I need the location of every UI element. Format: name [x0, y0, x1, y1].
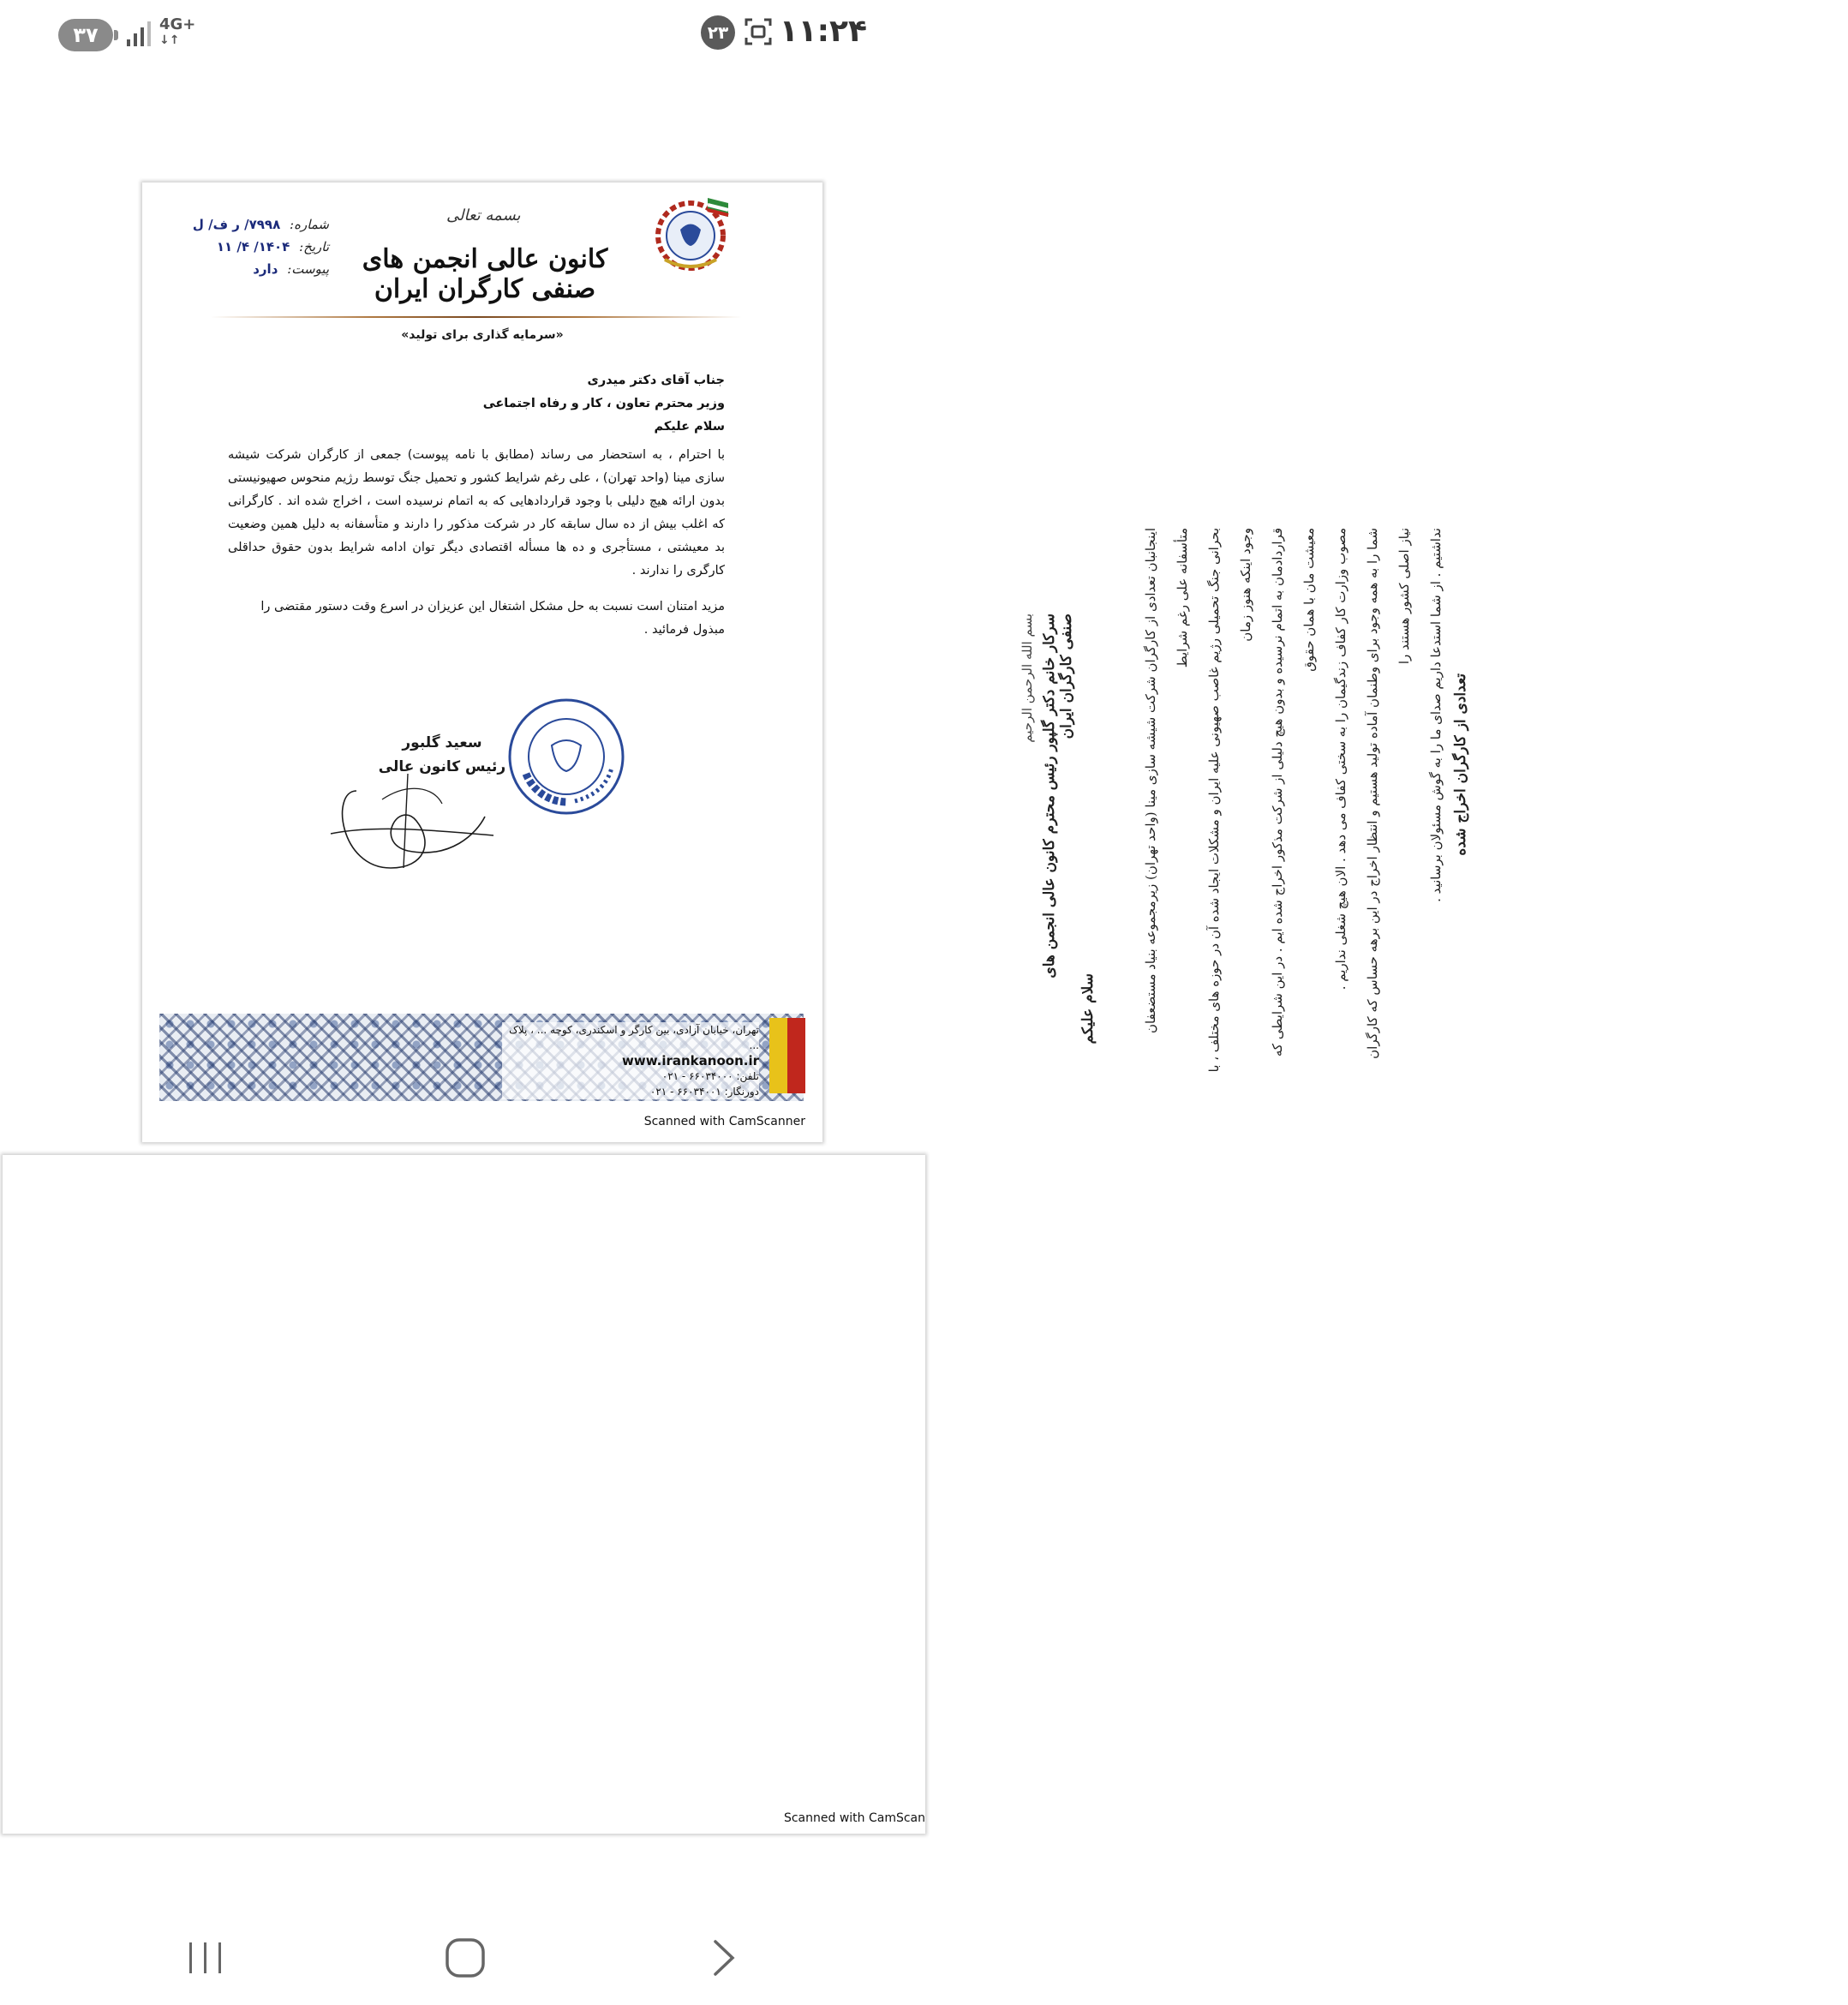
handwritten-line: بحرانی جنگ تحمیلی رژیم غاصب صهیونی علیه ایران و مشکلات ایجاد شده آن در حوزه های مختلف ، با وجود اینکه هنوز زمان — [1206, 528, 1253, 1073]
navigation-bar — [0, 1911, 925, 2005]
handwritten-body — [1135, 528, 1452, 1076]
handwritten-recipient: سرکار خانم دکتر گلپور رئیس محترم کانون عالی انجمن های صنفی کارگران ایران — [1041, 613, 1075, 979]
bismillah-heading: بسمه تعالی — [446, 206, 521, 224]
flag-yellow-stripe — [769, 1018, 787, 1093]
handwritten-bismillah: بسم الله الرحمن الرحیم — [1020, 613, 1035, 743]
letter-date-row — [158, 239, 329, 254]
footer-website: www.irankanoon.ir — [622, 1053, 759, 1068]
handwritten-line: مصوب وزارت کار کفاف زندگیمان را به سختی کفاف می دهد . الان هیچ شغلی نداریم . — [1333, 528, 1349, 991]
letter-request: مزید امتنان است نسبت به حل مشکل اشتغال این عزیزان در اسرع وقت دستور مقتضی را مبذول فرمائید . — [260, 599, 725, 637]
letter-date-label: تاریخ: — [299, 239, 329, 254]
letter-attachment-label: پیوست: — [287, 261, 329, 277]
slogan: «سرمایه گذاری برای تولید» — [401, 328, 564, 342]
handwritten-line: نداشتیم . از شما استدعا داریم صدای ما را به گوش مسئولان برسانید . — [1428, 528, 1444, 902]
battery-level: ۳۷ — [73, 23, 99, 47]
letter-attachment-row — [158, 261, 329, 277]
scanner-watermark: Scanned with CamScanner — [643, 1115, 805, 1128]
handwritten-greeting: سلام علیکم — [1079, 973, 1097, 1044]
signal-icon — [125, 21, 154, 48]
letterhead-contact — [502, 1022, 759, 1099]
signer-title: رئیس کانون عالی — [378, 758, 506, 775]
network-type — [159, 17, 195, 48]
letter-number-label: شماره: — [290, 217, 329, 232]
letter-paragraph: با احترام ، به استحضار می رساند (مطابق با نامه پیوست) جمعی از کارگران شرکت شیشه سازی مینا (واحد تهران) ، علی رغم شرایط کشور و تحمیل جنگ توسط رژیم منحوس صهیونیستی بدون ارائه هیچ دلیلی با وجود قراردادهایی که به اتمام نرسیده است ، اخراج شده اند . کارگرانی که اغلب بیش از ده سال سابقه کار در شرکت مذکور را دارند و متأسفانه به دلیل همین وضعیت بد معیشتی ، مستأجری و ده ها مسأله اقتصادی دیگر توان ادامه شرایط بدون حقوق حداقلی کارگری را ندارند . — [228, 448, 725, 578]
home-icon — [444, 1936, 487, 1979]
back-icon — [707, 1936, 741, 1979]
handwritten-signature: تعدادی از کارگران اخراج شده — [1452, 673, 1469, 856]
footer-fax: دورنگار: ۶۶۰۳۴۰۰۱ - ۰۲۱ — [649, 1086, 759, 1098]
letter-number-value: ۷۹۹۸/ ر ف/ ل — [192, 217, 281, 232]
organization-title: کانون عالی انجمن های صنفی کارگران ایران — [362, 244, 608, 304]
rotated-letter — [925, 476, 1848, 1155]
header-divider — [211, 316, 742, 318]
handwritten-line: اینجانبان تعدادی از کارگران شرکت شیشه سازی مینا (واحد تهران) زیرمجموعه بنیاد مستضعفان متأسفانه علی رغم شرایط — [1143, 528, 1190, 1033]
letter-body — [228, 369, 725, 654]
letter-attachment-value: دارد — [253, 261, 278, 277]
scanner-watermark: Scanned with CamScan — [783, 1811, 925, 1825]
recipient-title: وزیر محترم تعاون ، کار و رفاه اجتماعی — [482, 397, 725, 410]
flag-icon — [769, 1018, 805, 1093]
battery-indicator — [58, 19, 113, 51]
footer-address: تهران، خیابان آزادی، بین کارگر و اسکندری، کوچه ... ، پلاک ... — [509, 1024, 759, 1051]
official-seal-icon — [502, 692, 631, 821]
document-page-1[interactable] — [142, 183, 822, 1142]
handwritten-line: شما را به همه وجود برای وطنمان آماده تولید هستیم و انتظار اخراج در این برهه حساس که کارگران نیاز اصلی کشور هستند را — [1365, 528, 1412, 1059]
recent-apps-button[interactable] — [176, 1928, 236, 1988]
network-label: 4G+ — [159, 15, 196, 33]
recipient-name: جناب آقای دکتر میدری — [587, 374, 725, 387]
letter-metadata — [158, 217, 329, 284]
letter-number-row — [158, 217, 329, 232]
handwritten-line: قراردادمان به اتمام نرسیده و بدون هیچ دلیلی از شرکت مذکور اخراج شده ایم . در این شرایطی که معیشت مان با همان حقوق — [1270, 528, 1317, 1057]
greeting: سلام علیکم — [654, 420, 725, 434]
notification-badge: ۲۳ — [701, 15, 735, 50]
clock: ۱۱:۲۴ — [779, 14, 867, 49]
battery-cap — [114, 30, 118, 40]
organization-emblem-icon — [648, 191, 733, 277]
signer-name: سعید گلبور — [402, 734, 482, 751]
footer-phone: تلفن: ۶۶۰۳۴۰۰۰ - ۰۲۱ — [661, 1070, 759, 1082]
home-button[interactable] — [435, 1928, 495, 1988]
back-button[interactable] — [694, 1928, 754, 1988]
recent-apps-icon — [186, 1941, 225, 1975]
flag-red-stripe — [787, 1018, 805, 1093]
data-arrows-icon: ↓↑ — [159, 33, 180, 47]
signer-block — [374, 731, 511, 779]
letter-date-value: ۱۴۰۴/ ۴/ ۱۱ — [216, 239, 290, 254]
screen-capture-icon — [744, 17, 773, 46]
status-bar — [0, 0, 925, 69]
